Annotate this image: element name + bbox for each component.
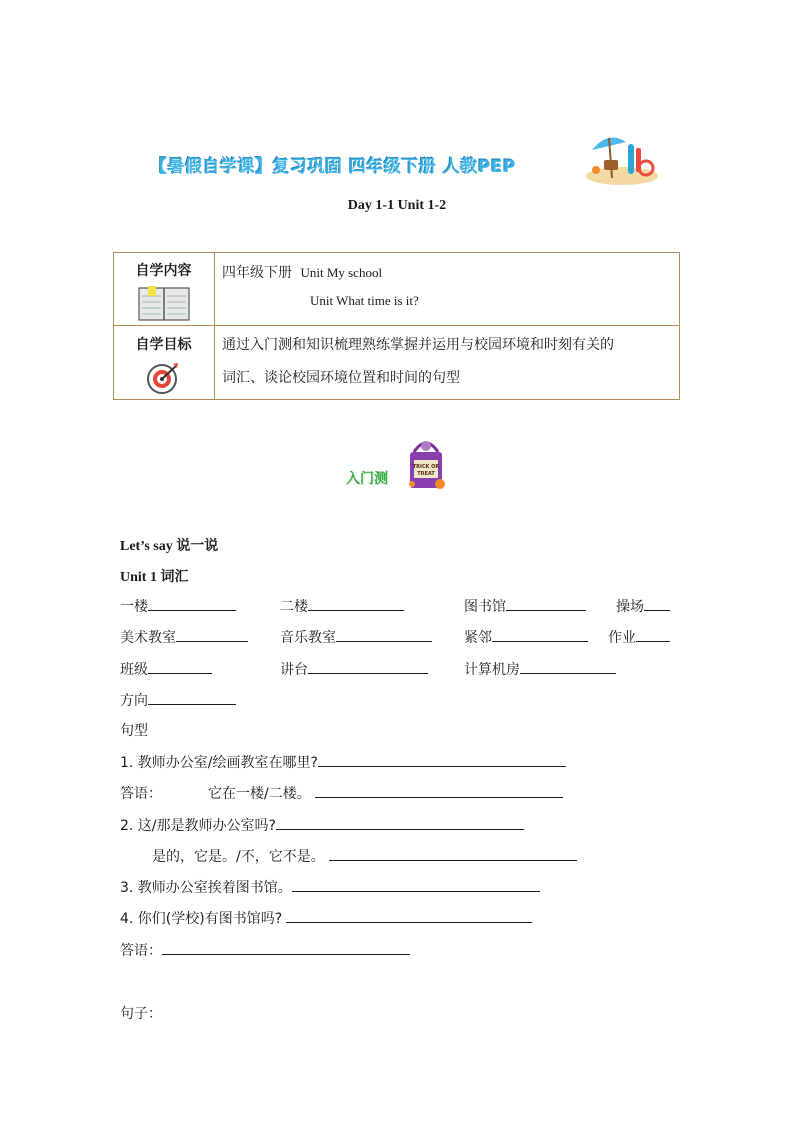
question-2-text: 2. 这/那是教师办公室吗? [120,818,276,834]
answer-1-text: 它在一楼/二楼。 [208,786,311,802]
vocab-item [464,596,586,616]
svg-text:TRICK OR: TRICK OR [412,464,440,470]
answer-4-label: 答语： [120,943,162,959]
vocab-word: 图书馆 [464,599,506,615]
grade-book-text: 四年级下册 [222,265,292,281]
table-divider-vertical [214,252,215,400]
trick-or-treat-bag-icon [404,438,448,490]
answer-blank[interactable] [520,659,616,674]
question-3-text: 3. 教师办公室挨着图书馆。 [120,880,292,896]
beach-icon [584,128,660,186]
vocab-word: 一楼 [120,599,148,615]
vocab-item [616,596,670,616]
answer-blank[interactable] [506,596,586,611]
answer-2-text: 是的，它是。/不，它不是。 [152,849,325,865]
vocab-item [608,627,670,647]
answer-blank[interactable] [286,908,532,923]
answer-blank[interactable] [162,940,410,955]
target-icon [146,361,180,395]
answer-blank[interactable] [318,752,566,767]
study-goal-line2: 词汇、谈论校园环境位置和时间的句型 [222,370,460,386]
svg-text:TREAT: TREAT [417,471,435,477]
vocab-item [280,659,428,679]
answer-blank[interactable] [636,627,670,642]
answer-blank[interactable] [644,596,670,611]
notebook-icon [138,286,190,322]
sentences-heading: 句子： [120,1006,162,1022]
unit2-name: Unit What time is it? [310,293,419,308]
answer-blank[interactable] [329,846,577,861]
vocab-item [120,627,248,647]
vocab-word: 方向 [120,693,148,709]
answer-blank[interactable] [148,659,212,674]
vocab-item [464,627,588,647]
answer-1-label: 答语： [120,786,162,802]
sentence-pattern-heading: 句型 [120,723,148,739]
answer-blank[interactable] [308,596,404,611]
unit1-name: Unit My school [300,265,383,280]
table-divider-horizontal [113,325,680,326]
answer-blank[interactable] [276,815,524,830]
vocab-item [280,596,404,616]
vocab-word: 操场 [616,599,644,615]
study-goal-label: 自学目标 [135,337,192,353]
vocab-item [464,659,616,679]
question-3 [120,877,540,897]
question-4-text: 4. 你们(学校)有图书馆吗? [120,911,283,927]
vocab-word: 讲台 [280,662,308,678]
answer-1 [208,783,563,803]
answer-4 [120,940,410,960]
answer-blank[interactable] [176,627,248,642]
vocab-item [120,659,212,679]
question-1-text: 1. 教师办公室/绘画教室在哪里? [120,755,318,771]
study-content-label: 自学内容 [135,263,192,279]
vocab-item [280,627,432,647]
answer-blank[interactable] [148,596,236,611]
answer-blank[interactable] [292,877,540,892]
question-1 [120,752,566,772]
study-content-line1 [222,262,382,282]
answer-blank[interactable] [492,627,588,642]
vocab-item [120,690,236,710]
day-unit-subtitle: Day 1-1 Unit 1-2 [347,198,447,213]
vocab-word: 美术教室 [120,630,176,646]
study-goal-line1: 通过入门测和知识梳理熟练掌握并运用与校园环境和时刻有关的 [222,337,614,353]
lets-say-heading [120,535,218,555]
unit1-vocab-heading: Unit 1 词汇 [120,570,189,585]
vocab-word: 计算机房 [464,662,520,678]
vocab-word: 作业 [608,630,636,646]
document-title: 【暑假自学课】复习巩固 四年级下册 人教PEP [150,157,516,177]
vocab-word: 班级 [120,662,148,678]
answer-blank[interactable] [336,627,432,642]
vocab-word: 紧邻 [464,630,492,646]
answer-blank[interactable] [148,690,236,705]
answer-blank[interactable] [315,783,563,798]
vocab-word: 音乐教室 [280,630,336,646]
question-2 [120,815,524,835]
answer-2 [152,846,577,866]
vocab-item [120,596,236,616]
vocab-word: 二楼 [280,599,308,615]
entry-test-title: 入门测 [346,471,388,487]
lets-say-text: Let’s say 说一说 [120,539,219,554]
question-4 [120,908,532,928]
answer-blank[interactable] [308,659,428,674]
